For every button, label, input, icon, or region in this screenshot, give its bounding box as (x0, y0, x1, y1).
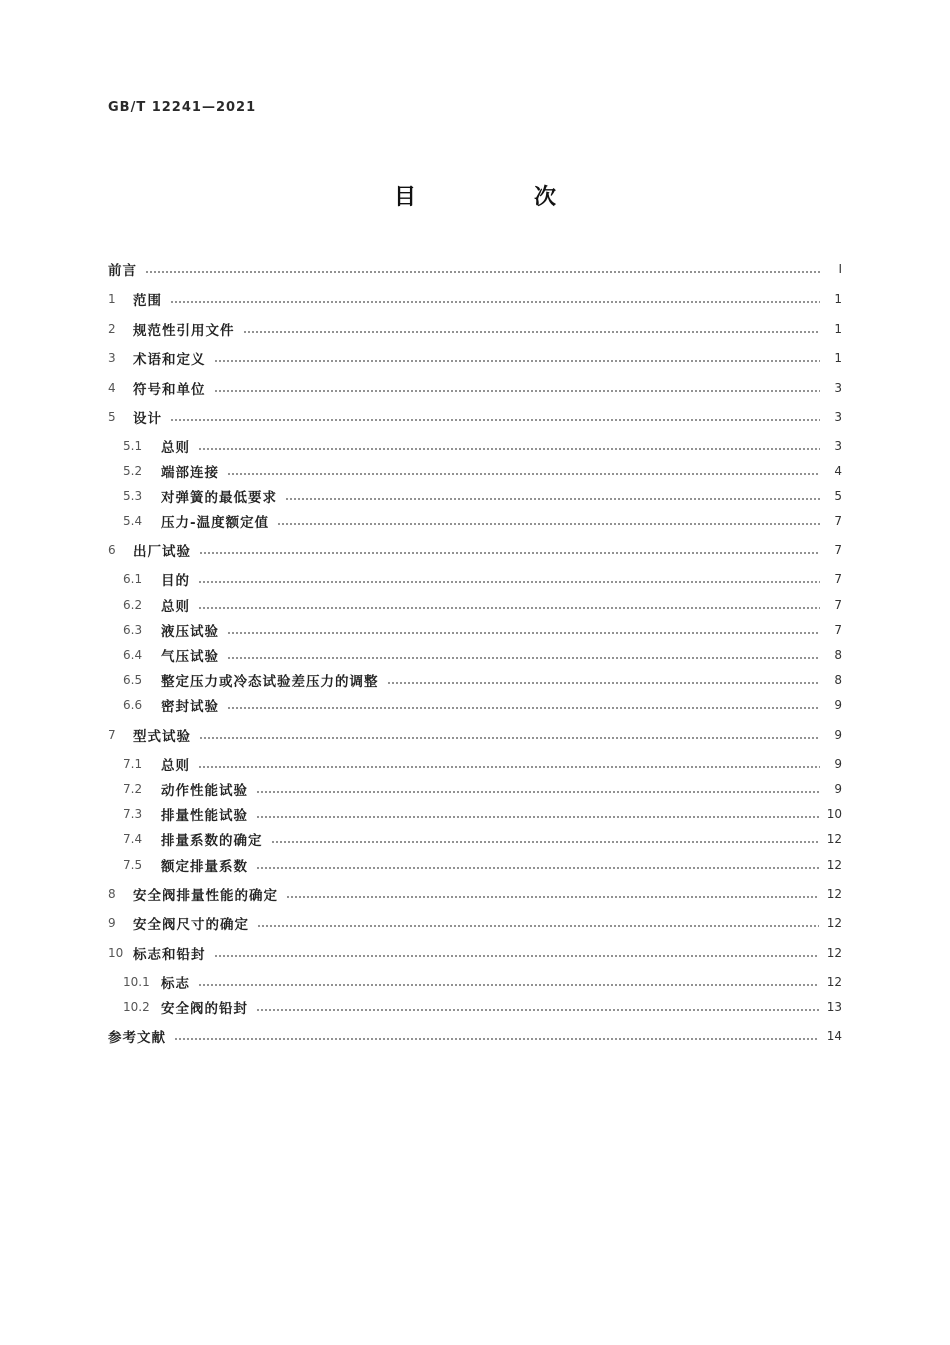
toc-leader-dots (227, 631, 820, 635)
toc-entry[interactable] (108, 912, 842, 934)
toc-entry-label: 标志和铅封 (133, 947, 206, 963)
toc-entry-page: 8 (834, 673, 842, 687)
toc-entry[interactable] (123, 594, 842, 616)
toc-entry-number: 7.5 (123, 858, 143, 872)
toc-entry-number: 5.4 (123, 514, 143, 528)
toc-entry-page: 7 (834, 623, 842, 637)
toc-leader-dots (227, 656, 820, 660)
toc-leader-dots (145, 270, 820, 274)
toc-entry-page: 9 (834, 782, 842, 796)
toc-entry[interactable] (123, 778, 842, 800)
toc-entry-label: 气压试验 (161, 649, 219, 665)
toc-entry-number: 2 (108, 322, 116, 336)
toc-leader-dots (227, 472, 820, 476)
toc-entry-number: 6.1 (123, 572, 143, 586)
toc-entry-page: 3 (834, 410, 842, 424)
toc-entry[interactable] (123, 510, 842, 532)
toc-entry[interactable] (108, 318, 842, 340)
toc-leader-dots (199, 551, 820, 555)
toc-entry-label: 总则 (161, 599, 190, 615)
toc-entry-label: 密封试验 (161, 699, 219, 715)
toc-entry-number: 6.2 (123, 598, 143, 612)
toc-entry-page: 12 (826, 858, 842, 872)
toc-leader-dots (170, 418, 820, 422)
toc-entry-number: 6.3 (123, 623, 143, 637)
toc-entry-page: 1 (834, 351, 842, 365)
toc-entry-page: 12 (826, 946, 842, 960)
toc-entry-label: 安全阀的铅封 (161, 1001, 248, 1017)
toc-entry-page: 9 (834, 698, 842, 712)
toc-entry-page: 9 (834, 728, 842, 742)
toc-entry-number: 3 (108, 351, 116, 365)
toc-entry[interactable] (108, 1025, 842, 1047)
toc-entry[interactable] (108, 258, 842, 280)
toc-entry-page: 12 (826, 975, 842, 989)
toc-entry-number: 10.2 (123, 1000, 150, 1014)
toc-entry-number: 5.3 (123, 489, 143, 503)
toc-leader-dots (257, 924, 819, 928)
toc-entry-label: 安全阀尺寸的确定 (133, 917, 249, 933)
toc-entry[interactable] (123, 644, 842, 666)
toc-entry-page: 5 (834, 489, 842, 503)
toc-entry-number: 6.5 (123, 673, 143, 687)
toc-entry-number: 1 (108, 292, 116, 306)
toc-entry-number: 10 (108, 946, 124, 960)
toc-entry[interactable] (123, 854, 842, 876)
toc-entry-label: 排量性能试验 (161, 808, 248, 824)
toc-entry-number: 6.6 (123, 698, 143, 712)
toc-entry[interactable] (123, 460, 842, 482)
toc-entry-label: 总则 (161, 758, 190, 774)
toc-leader-dots (198, 983, 819, 987)
toc-leader-dots (214, 954, 819, 958)
toc-leader-dots (271, 840, 819, 844)
toc-leader-dots (198, 606, 820, 610)
toc-entry-label: 目的 (161, 573, 190, 589)
toc-leader-dots (214, 359, 821, 363)
toc-entry-number: 7.4 (123, 832, 143, 846)
toc-entry-page: 7 (834, 572, 842, 586)
toc-entry[interactable] (123, 619, 842, 641)
toc-entry-page: 1 (834, 322, 842, 336)
toc-entry-label: 出厂试验 (133, 544, 191, 560)
toc-entry-page: 14 (826, 1029, 842, 1043)
toc-leader-dots (243, 330, 821, 334)
toc-entry-page: 8 (834, 648, 842, 662)
toc-entry-number: 7.2 (123, 782, 143, 796)
toc-entry[interactable] (108, 883, 842, 905)
toc-entry[interactable] (123, 971, 842, 993)
toc-leader-dots (277, 522, 820, 526)
toc-entry-page: 3 (834, 381, 842, 395)
toc-leader-dots (227, 706, 820, 710)
toc-entry-page: 7 (834, 543, 842, 557)
toc-leader-dots (285, 497, 820, 501)
toc-entry-number: 7.3 (123, 807, 143, 821)
toc-entry-page: 7 (834, 598, 842, 612)
toc-entry-page: 7 (834, 514, 842, 528)
toc-entry[interactable] (108, 724, 842, 746)
toc-entry-label: 范围 (133, 293, 162, 309)
toc-entry-page: 9 (834, 757, 842, 771)
toc-entry[interactable] (108, 347, 842, 369)
toc-entry[interactable] (123, 669, 842, 691)
toc-title: 目 次 (393, 185, 604, 210)
toc-entry-label: 规范性引用文件 (133, 323, 235, 339)
toc-leader-dots (198, 580, 820, 584)
toc-entry-number: 7.1 (123, 757, 143, 771)
toc-entry[interactable] (123, 435, 842, 457)
toc-entry-number: 4 (108, 381, 116, 395)
toc-entry-page: 13 (826, 1000, 842, 1014)
toc-entry-page: 12 (826, 887, 842, 901)
toc-leader-dots (256, 1008, 819, 1012)
toc-entry-label: 符号和单位 (133, 382, 206, 398)
toc-entry-number: 5.2 (123, 464, 143, 478)
toc-entry-page: 3 (834, 439, 842, 453)
toc-entry-label: 设计 (133, 411, 162, 427)
standard-code: GB/T 12241—2021 (108, 100, 257, 115)
toc-entry[interactable] (108, 539, 842, 561)
toc-entry[interactable] (108, 288, 842, 310)
toc-entry-label: 动作性能试验 (161, 783, 248, 799)
toc-entry-label: 液压试验 (161, 624, 219, 640)
toc-entry-label: 整定压力或冷态试验差压力的调整 (161, 674, 379, 690)
toc-leader-dots (199, 736, 820, 740)
toc-leader-dots (256, 866, 819, 870)
toc-entry-label: 端部连接 (161, 465, 219, 481)
toc-entry[interactable] (123, 568, 842, 590)
toc-entry[interactable] (123, 828, 842, 850)
toc-leader-dots (174, 1037, 819, 1041)
toc-entry-page: 1 (834, 292, 842, 306)
toc-entry[interactable] (123, 753, 842, 775)
toc-entry-number: 10.1 (123, 975, 150, 989)
toc-leader-dots (387, 681, 821, 685)
toc-entry-label: 参考文献 (108, 1030, 166, 1046)
toc-leader-dots (256, 790, 820, 794)
toc-entry-number: 6 (108, 543, 116, 557)
toc-entry-number: 8 (108, 887, 116, 901)
toc-entry-label: 总则 (161, 440, 190, 456)
toc-entry-number: 6.4 (123, 648, 143, 662)
toc-leader-dots (198, 447, 820, 451)
toc-leader-dots (198, 765, 820, 769)
toc-entry-label: 对弹簧的最低要求 (161, 490, 277, 506)
toc-entry[interactable] (108, 406, 842, 428)
toc-entry-label: 前言 (108, 263, 137, 279)
toc-leader-dots (170, 300, 820, 304)
toc-entry-number: 5.1 (123, 439, 143, 453)
toc-entry[interactable] (123, 803, 842, 825)
toc-entry-label: 排量系数的确定 (161, 833, 263, 849)
toc-entry-number: 9 (108, 916, 116, 930)
toc-entry[interactable] (123, 694, 842, 716)
toc-entry-label: 型式试验 (133, 729, 191, 745)
toc-entry[interactable] (123, 996, 842, 1018)
toc-entry-number: 5 (108, 410, 116, 424)
toc-entry[interactable] (108, 377, 842, 399)
toc-leader-dots (256, 815, 819, 819)
toc-leader-dots (286, 895, 819, 899)
toc-entry-page: 4 (834, 464, 842, 478)
toc-entry-page: 12 (826, 832, 842, 846)
toc-entry-label: 压力-温度额定值 (161, 515, 270, 531)
toc-leader-dots (214, 389, 821, 393)
toc-entry-label: 安全阀排量性能的确定 (133, 888, 278, 904)
toc-entry[interactable] (108, 942, 842, 964)
toc-entry-number: 7 (108, 728, 116, 742)
toc-entry-label: 标志 (161, 976, 190, 992)
toc-entry-page: Ⅰ (838, 262, 842, 276)
toc-entry-page: 12 (826, 916, 842, 930)
toc-entry-label: 术语和定义 (133, 352, 206, 368)
toc-entry-page: 10 (826, 807, 842, 821)
toc-entry-label: 额定排量系数 (161, 859, 248, 875)
toc-entry[interactable] (123, 485, 842, 507)
